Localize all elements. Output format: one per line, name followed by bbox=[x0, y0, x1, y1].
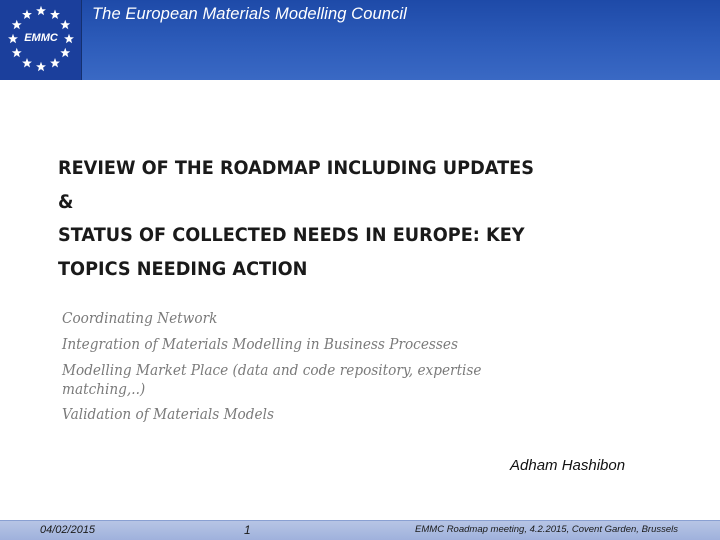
page-number: 1 bbox=[244, 523, 251, 537]
star-icon bbox=[12, 20, 22, 29]
star-icon bbox=[50, 58, 60, 67]
header-bar bbox=[0, 0, 720, 80]
title-line: STATUS OF COLLECTED NEEDS IN EUROPE: KEY bbox=[58, 224, 525, 246]
logo-text: EMMC bbox=[24, 32, 58, 44]
star-icon bbox=[60, 20, 70, 29]
star-icon bbox=[36, 62, 46, 71]
topic-item: Integration of Materials Modelling in Business Processes bbox=[62, 335, 459, 353]
star-icon bbox=[22, 58, 32, 67]
star-icon bbox=[50, 10, 60, 19]
footer-date: 04/02/2015 bbox=[40, 524, 96, 536]
title-line: & bbox=[58, 190, 74, 213]
author-name: Adham Hashibon bbox=[510, 457, 626, 474]
star-icon bbox=[22, 10, 32, 19]
slide-title bbox=[58, 152, 616, 286]
topic-list bbox=[62, 309, 602, 431]
topic-item: Validation of Materials Models bbox=[62, 405, 274, 423]
footer-bar bbox=[0, 520, 720, 540]
footer-meeting: EMMC Roadmap meeting, 4.2.2015, Covent Garden, Brussels bbox=[415, 524, 678, 535]
emmc-logo bbox=[0, 0, 82, 80]
topic-item: Modelling Market Place (data and code repository, expertise matching,..) bbox=[62, 361, 482, 398]
topic-item: Coordinating Network bbox=[62, 309, 218, 327]
organization-name: The European Materials Modelling Council bbox=[92, 5, 407, 23]
title-line: REVIEW OF THE ROADMAP INCLUDING UPDATES bbox=[58, 157, 534, 179]
star-icon bbox=[12, 48, 22, 57]
title-line: TOPICS NEEDING ACTION bbox=[58, 257, 308, 280]
star-icon bbox=[36, 6, 46, 15]
star-icon bbox=[60, 48, 70, 57]
